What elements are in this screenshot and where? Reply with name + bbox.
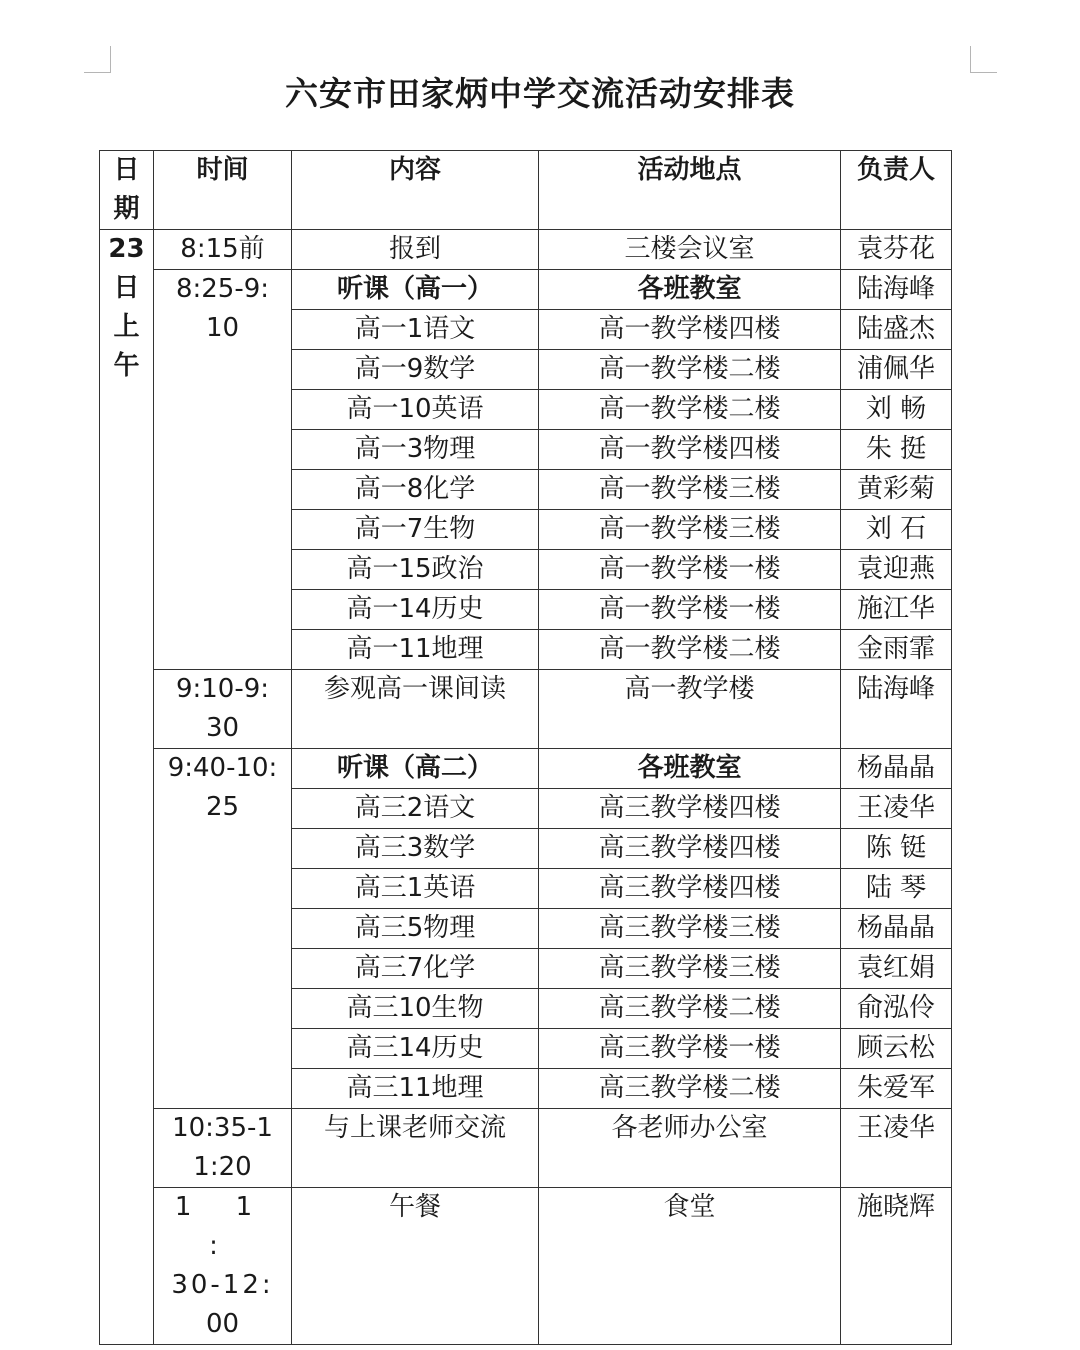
table-row (100, 270, 952, 310)
location-cell: 高一教学楼四楼 (539, 310, 841, 350)
person-cell: 顾云松 (841, 1029, 952, 1069)
person-cell: 刘 畅 (841, 390, 952, 430)
table-row (100, 1109, 952, 1188)
content-cell: 高一15政治 (292, 550, 539, 590)
time-cell: 9:40-10: 25 (154, 749, 292, 1109)
time-cell: 10:35-1 1:20 (154, 1109, 292, 1188)
location-cell: 高三教学楼四楼 (539, 829, 841, 869)
location-cell: 高三教学楼三楼 (539, 909, 841, 949)
content-cell: 高一8化学 (292, 470, 539, 510)
person-cell: 金雨霏 (841, 630, 952, 670)
location-cell: 高一教学楼三楼 (539, 510, 841, 550)
content-cell: 高一11地理 (292, 630, 539, 670)
person-cell: 陆海峰 (841, 270, 952, 310)
location-cell: 高一教学楼二楼 (539, 350, 841, 390)
content-cell: 高三7化学 (292, 949, 539, 989)
content-cell: 高三14历史 (292, 1029, 539, 1069)
location-cell: 各班教室 (539, 749, 841, 789)
content-cell: 高三1英语 (292, 869, 539, 909)
content-cell: 报到 (292, 230, 539, 270)
table-row (100, 670, 952, 749)
content-cell: 高一14历史 (292, 590, 539, 630)
person-cell: 袁红娟 (841, 949, 952, 989)
header-person: 负责人 (841, 151, 952, 230)
location-cell: 高三教学楼二楼 (539, 1069, 841, 1109)
table-row (100, 230, 952, 270)
person-cell: 杨晶晶 (841, 749, 952, 789)
content-cell: 午餐 (292, 1188, 539, 1345)
person-cell: 陆 琴 (841, 869, 952, 909)
person-cell: 黄彩菊 (841, 470, 952, 510)
person-cell: 陆海峰 (841, 670, 952, 749)
location-cell: 高一教学楼一楼 (539, 590, 841, 630)
table-row (100, 1188, 952, 1345)
content-cell: 高三10生物 (292, 989, 539, 1029)
person-cell: 袁芬花 (841, 230, 952, 270)
time-cell: 8:15前 (154, 230, 292, 270)
location-cell: 高三教学楼二楼 (539, 989, 841, 1029)
location-cell: 高一教学楼三楼 (539, 470, 841, 510)
date-cell: 23 日 上 午 (100, 230, 154, 1345)
content-cell: 高三5物理 (292, 909, 539, 949)
content-cell: 高一1语文 (292, 310, 539, 350)
time-cell: 1 1 : 30-12: 00 (154, 1188, 292, 1345)
content-cell: 听课（高一） (292, 270, 539, 310)
header-location: 活动地点 (539, 151, 841, 230)
person-cell: 施江华 (841, 590, 952, 630)
person-cell: 袁迎燕 (841, 550, 952, 590)
person-cell: 陈 铤 (841, 829, 952, 869)
content-cell: 高三11地理 (292, 1069, 539, 1109)
person-cell: 朱 挺 (841, 430, 952, 470)
location-cell: 高一教学楼二楼 (539, 630, 841, 670)
location-cell: 食堂 (539, 1188, 841, 1345)
time-cell: 9:10-9: 30 (154, 670, 292, 749)
header-time: 时间 (154, 151, 292, 230)
location-cell: 各老师办公室 (539, 1109, 841, 1188)
location-cell: 三楼会议室 (539, 230, 841, 270)
person-cell: 杨晶晶 (841, 909, 952, 949)
schedule-table (99, 150, 952, 1345)
person-cell: 王凌华 (841, 789, 952, 829)
table-row (100, 749, 952, 789)
person-cell: 朱爱军 (841, 1069, 952, 1109)
location-cell: 高一教学楼二楼 (539, 390, 841, 430)
location-cell: 高一教学楼一楼 (539, 550, 841, 590)
header-row (100, 151, 952, 230)
content-cell: 与上课老师交流 (292, 1109, 539, 1188)
content-cell: 高一10英语 (292, 390, 539, 430)
header-date: 日 期 (100, 151, 154, 230)
content-cell: 高三3数学 (292, 829, 539, 869)
header-content: 内容 (292, 151, 539, 230)
person-cell: 俞泓伶 (841, 989, 952, 1029)
person-cell: 刘 石 (841, 510, 952, 550)
content-cell: 高一9数学 (292, 350, 539, 390)
location-cell: 高一教学楼 (539, 670, 841, 749)
person-cell: 浦佩华 (841, 350, 952, 390)
document-title: 六安市田家炳中学交流活动安排表 (285, 74, 795, 113)
person-cell: 陆盛杰 (841, 310, 952, 350)
person-cell: 施晓辉 (841, 1188, 952, 1345)
content-cell: 高一7生物 (292, 510, 539, 550)
location-cell: 高三教学楼四楼 (539, 789, 841, 829)
content-cell: 听课（高二） (292, 749, 539, 789)
content-cell: 高一3物理 (292, 430, 539, 470)
location-cell: 高一教学楼四楼 (539, 430, 841, 470)
location-cell: 高三教学楼一楼 (539, 1029, 841, 1069)
location-cell: 各班教室 (539, 270, 841, 310)
person-cell: 王凌华 (841, 1109, 952, 1188)
location-cell: 高三教学楼四楼 (539, 869, 841, 909)
content-cell: 高三2语文 (292, 789, 539, 829)
location-cell: 高三教学楼三楼 (539, 949, 841, 989)
time-cell: 8:25-9: 10 (154, 270, 292, 670)
content-cell: 参观高一课间读 (292, 670, 539, 749)
